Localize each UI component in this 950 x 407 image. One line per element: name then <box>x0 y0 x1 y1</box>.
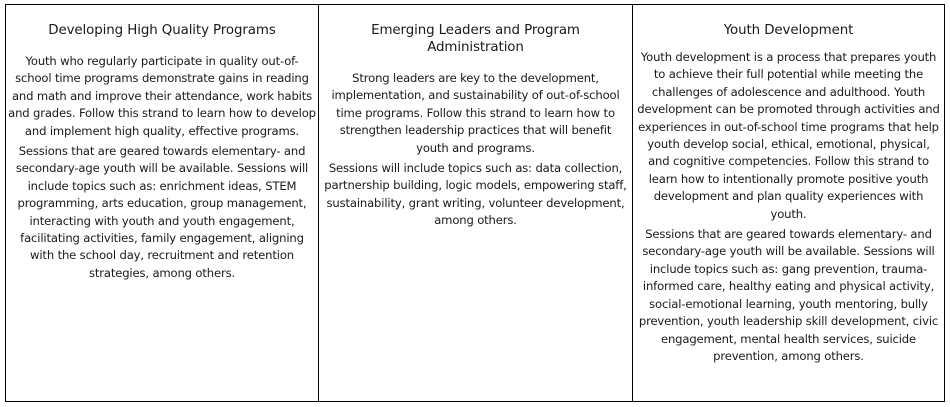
strand-description: Youth who regularly participate in quality out-of-school time programs demonstrate gains in reading and math and improve their attendance, work habits and grades. Follow this strand to learn how to develop and implement high quality, effective programs. <box>8 54 316 138</box>
strand-column-emerging-leaders <box>319 5 633 401</box>
strand-sessions: Sessions will include topics such as: data collection, partnership building, logic models, empowering staff, sustainability, grant writing, volunteer development, among others. <box>324 161 627 228</box>
strand-sessions: Sessions that are geared towards elementary- and secondary-age youth will be available. Sessions will include topics such as: gang prevention, trauma-informed care, healthy eating and physical activity, social-emotional learning, youth mentoring, bully prevention, youth leadership skill development, civic engagement, mental health services, suicide prevention, among others. <box>638 227 939 363</box>
strand-column-high-quality-programs <box>6 5 319 401</box>
strand-title: Youth Development <box>723 23 854 38</box>
strands-table <box>5 4 945 402</box>
strand-title: Emerging Leaders and Program Administration <box>371 23 580 55</box>
strand-description: Strong leaders are key to the development, implementation, and sustainability of out-of-school time programs. Follow this strand to learn how to strengthen leadership practices that will benefit youth and programs. <box>331 71 620 155</box>
strand-column-youth-development <box>633 5 944 401</box>
strand-sessions: Sessions that are geared towards elementary- and secondary-age youth will be available. Sessions will include topics such as: enrichment ideas, STEM programming, arts education, group management, interacting with youth and youth engagement, facilitating activities, family engagement, aligning with the school day, recruitment and retention strategies, among others. <box>15 144 309 280</box>
strand-description: Youth development is a process that prepares youth to achieve their full potential while meeting the challenges of adolescence and adulthood. Youth development can be promoted through activities and experiences in out-of-school time programs that help youth develop social, ethical, emotional, physical, and cognitive competencies. Follow this strand to learn how to intentionally promote positive youth development and plan quality experiences with youth. <box>637 50 940 221</box>
strand-title: Developing High Quality Programs <box>48 23 276 38</box>
